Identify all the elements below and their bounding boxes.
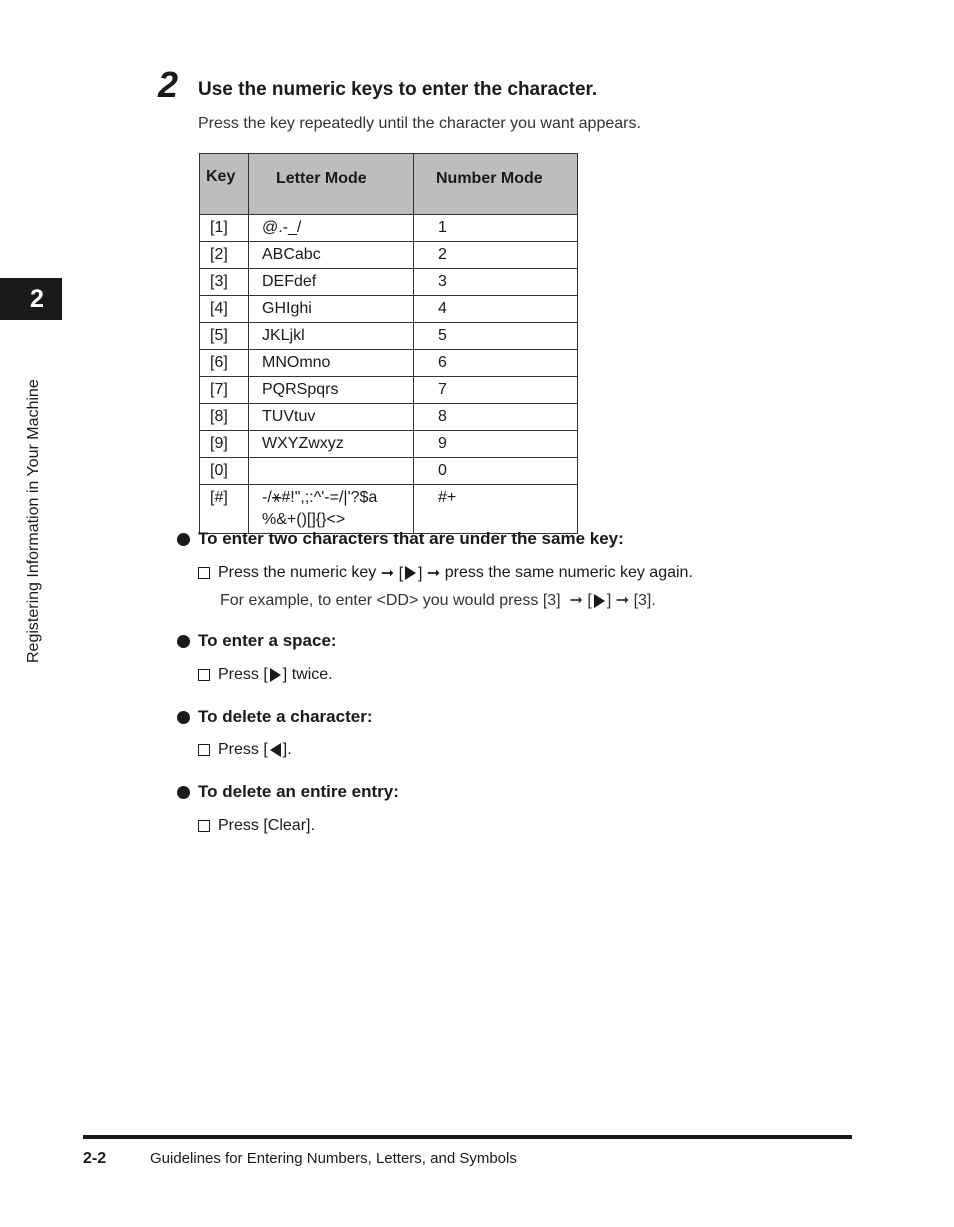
number-cell: 0	[414, 458, 578, 485]
key-cell: [4]	[200, 296, 249, 323]
key-cell: [#]	[200, 485, 249, 534]
letter-cell: DEFdef	[249, 269, 414, 296]
chapter-number: 2	[30, 284, 44, 313]
example-text-a: For example, to enter <DD> you would press [3]	[220, 592, 561, 609]
footer-section-title: Guidelines for Entering Numbers, Letters, and Symbols	[150, 1150, 517, 1167]
section-heading-text: To enter a space:	[198, 631, 337, 650]
number-cell: 1	[414, 215, 578, 242]
bullet-icon	[177, 635, 190, 648]
table-row	[200, 458, 578, 485]
section-heading	[177, 707, 372, 727]
header-number-mode: Number Mode	[414, 154, 578, 215]
instruction-text: Press [	[218, 741, 268, 758]
letter-cell: PQRSpqrs	[249, 377, 414, 404]
step-title: Use the numeric keys to enter the character.	[198, 79, 598, 100]
arrow-right-icon: ] ➞	[418, 565, 445, 582]
table-row	[200, 242, 578, 269]
table-header-row	[200, 154, 578, 215]
table-row	[200, 323, 578, 350]
chapter-tab	[0, 278, 62, 320]
instruction-text: ] twice.	[282, 666, 333, 683]
letter-cell: TUVtuv	[249, 404, 414, 431]
instruction-item	[198, 563, 693, 583]
header-letter-mode: Letter Mode	[249, 154, 414, 215]
header-key: Key	[200, 154, 249, 215]
letter-cell: GHIghi	[249, 296, 414, 323]
key-cell: [1]	[200, 215, 249, 242]
table-row	[200, 431, 578, 458]
letter-cell-line: %&+()[]{}<>	[262, 511, 346, 528]
letter-cell: @.-_/	[249, 215, 414, 242]
number-cell: 6	[414, 350, 578, 377]
letter-cell-line: -/⚹#!",;:^'-=/|'?$a	[262, 489, 378, 506]
right-key-icon	[594, 594, 605, 608]
right-key-icon	[270, 668, 281, 682]
number-cell: 2	[414, 242, 578, 269]
table-row	[200, 404, 578, 431]
table-row	[200, 269, 578, 296]
key-character-table	[199, 153, 578, 534]
letter-cell	[249, 485, 414, 534]
checkbox-bullet-icon	[198, 669, 210, 681]
bullet-icon	[177, 786, 190, 799]
letter-cell	[249, 458, 414, 485]
instruction-text: Press the numeric key	[218, 564, 377, 581]
table-row	[200, 215, 578, 242]
instruction-item	[198, 666, 333, 684]
key-cell: [2]	[200, 242, 249, 269]
key-cell: [6]	[200, 350, 249, 377]
example-text	[220, 590, 656, 610]
left-key-icon	[270, 743, 281, 757]
number-cell: 7	[414, 377, 578, 404]
section-heading	[177, 631, 337, 651]
section-heading-text: To delete an entire entry:	[198, 782, 399, 801]
instruction-item	[198, 741, 292, 759]
letter-cell: ABCabc	[249, 242, 414, 269]
arrow-right-icon: ] ➞	[606, 592, 634, 609]
section-heading	[177, 782, 399, 802]
key-cell: [8]	[200, 404, 249, 431]
right-key-icon	[405, 566, 416, 580]
instruction-item	[198, 817, 315, 835]
letter-cell: JKLjkl	[249, 323, 414, 350]
instruction-text: Press [	[218, 666, 268, 683]
instruction-text: Press [Clear].	[218, 817, 315, 834]
key-cell: [0]	[200, 458, 249, 485]
instruction-text: press the same numeric key again.	[444, 564, 693, 581]
table-row	[200, 485, 578, 534]
letter-cell: MNOmno	[249, 350, 414, 377]
step-number: 2	[158, 64, 179, 105]
section-heading-text: To delete a character:	[198, 707, 373, 726]
number-cell: 9	[414, 431, 578, 458]
example-text-b: [3].	[633, 592, 656, 609]
checkbox-bullet-icon	[198, 567, 210, 579]
number-cell: 3	[414, 269, 578, 296]
key-cell: [5]	[200, 323, 249, 350]
table-row	[200, 350, 578, 377]
instruction-text: ].	[282, 741, 292, 758]
bullet-icon	[177, 711, 190, 724]
checkbox-bullet-icon	[198, 744, 210, 756]
key-cell: [7]	[200, 377, 249, 404]
arrow-right-icon: ➞ [	[565, 592, 592, 609]
section-heading-text: To enter two characters that are under the same key:	[198, 529, 624, 548]
number-cell: 8	[414, 404, 578, 431]
bullet-icon	[177, 533, 190, 546]
key-cell: [9]	[200, 431, 249, 458]
arrow-right-icon: ➞ [	[376, 565, 404, 582]
number-cell: 5	[414, 323, 578, 350]
chapter-side-title: Registering Information in Your Machine	[25, 379, 42, 663]
footer-rule	[83, 1135, 852, 1139]
number-cell: #+	[414, 485, 578, 534]
checkbox-bullet-icon	[198, 820, 210, 832]
table-row	[200, 296, 578, 323]
key-cell: [3]	[200, 269, 249, 296]
page-number: 2-2	[83, 1150, 107, 1167]
table-row	[200, 377, 578, 404]
section-heading	[177, 529, 624, 549]
step-description: Press the key repeatedly until the character you want appears.	[198, 115, 641, 132]
letter-cell: WXYZwxyz	[249, 431, 414, 458]
number-cell: 4	[414, 296, 578, 323]
